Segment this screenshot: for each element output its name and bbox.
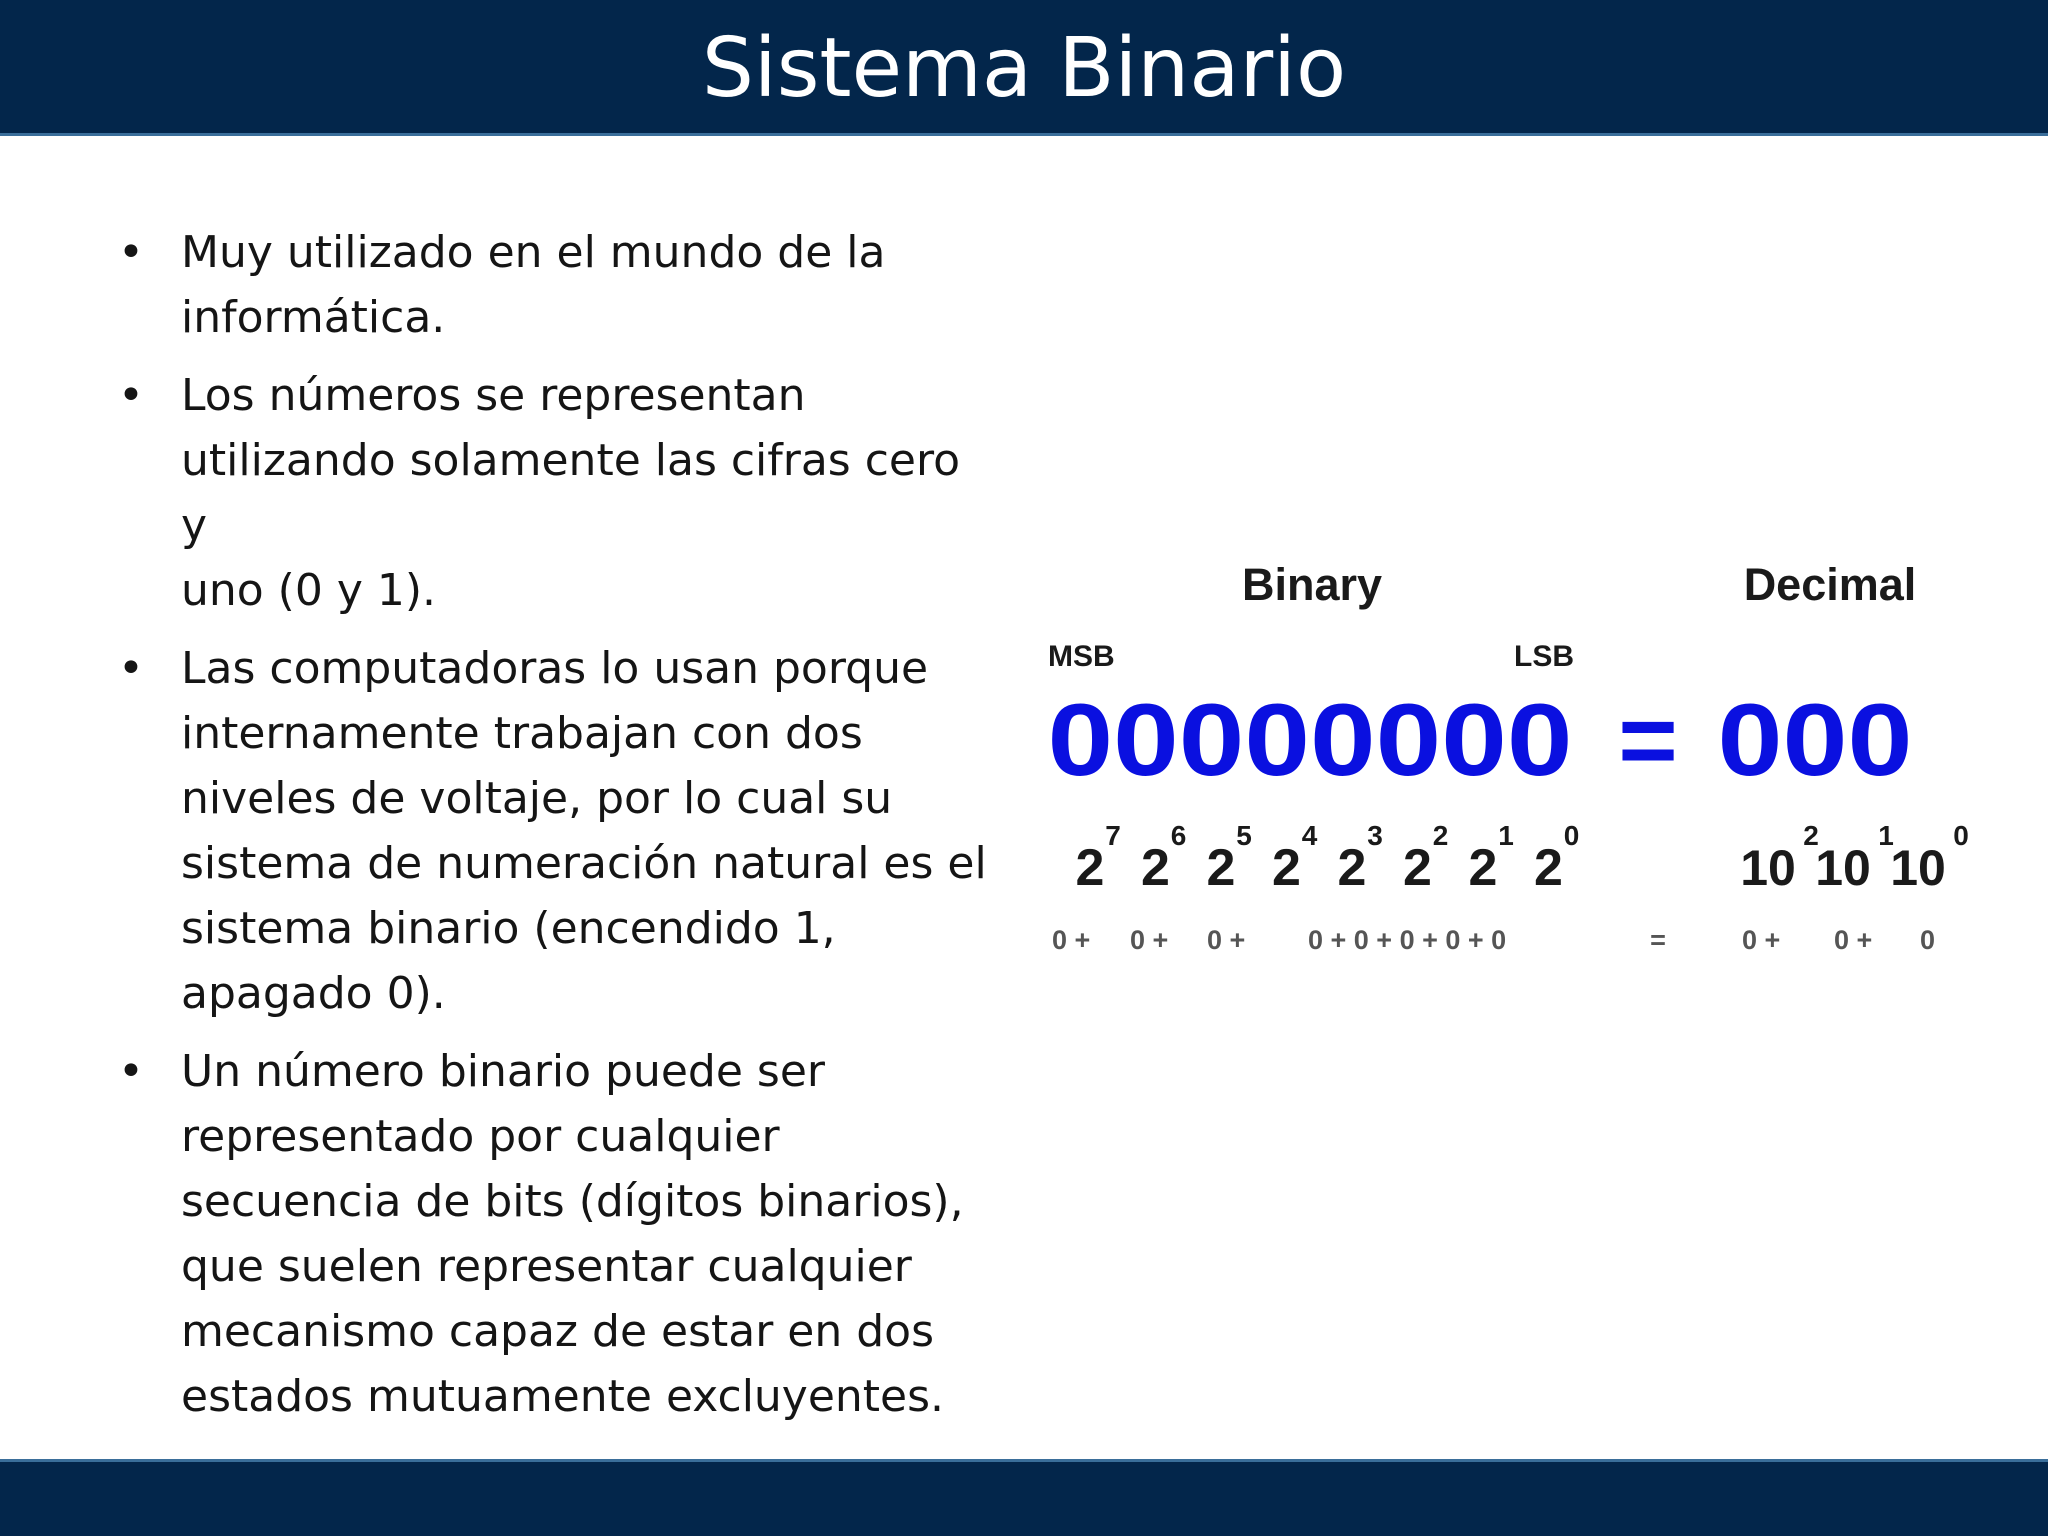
bullet-dot: • bbox=[118, 370, 144, 421]
binary-power-exponent: 2 bbox=[1432, 820, 1449, 851]
binary-power-exponent: 1 bbox=[1498, 820, 1514, 851]
bullet-line: utilizando solamente las cifras cero y bbox=[181, 435, 961, 551]
decimal-power-exponent: 2 bbox=[1803, 820, 1819, 851]
bullet-dot: • bbox=[118, 643, 144, 694]
binary-sum-term: 0 + bbox=[1130, 925, 1169, 955]
bullet-item bbox=[118, 220, 998, 350]
binary-power-base: 2 bbox=[1272, 839, 1301, 897]
binary-power-exponent: 7 bbox=[1105, 820, 1121, 851]
footer-bar bbox=[0, 1459, 2048, 1536]
powers-row bbox=[1076, 820, 1969, 897]
bullet-dot: • bbox=[118, 227, 144, 278]
sum-equals: = bbox=[1650, 925, 1666, 955]
bullet-line: uno (0 y 1). bbox=[181, 565, 436, 616]
bullet-line: Un número binario puede ser bbox=[181, 1046, 825, 1097]
bullet-line: que suelen representar cualquier bbox=[181, 1241, 912, 1292]
decimal-power-base: 10 bbox=[1740, 840, 1796, 896]
binary-power-base: 2 bbox=[1403, 839, 1432, 897]
binary-power-exponent: 6 bbox=[1170, 820, 1187, 851]
binary-power-base: 2 bbox=[1141, 839, 1170, 897]
binary-power-base: 2 bbox=[1075, 839, 1105, 897]
binary-power-exponent: 5 bbox=[1236, 820, 1252, 851]
slide-title: Sistema Binario bbox=[701, 21, 1347, 116]
binary-decimal-diagram bbox=[1030, 560, 1980, 980]
bullet-list bbox=[118, 220, 998, 1442]
binary-sum-term: 0 + 0 + 0 + 0 + 0 bbox=[1308, 925, 1507, 955]
decimal-power-base: 10 bbox=[1890, 840, 1946, 896]
binary-value: 00000000 bbox=[1047, 683, 1573, 797]
bullet-line: Muy utilizado en el mundo de la bbox=[181, 227, 886, 278]
lsb-label: LSB bbox=[1514, 640, 1574, 673]
bullet-line: estados mutuamente excluyentes. bbox=[181, 1371, 945, 1422]
bullet-dot: • bbox=[118, 1046, 144, 1097]
decimal-sum-term: 0 bbox=[1920, 925, 1936, 955]
decimal-value: 000 bbox=[1717, 683, 1913, 797]
bullet-item bbox=[118, 363, 998, 623]
binary-power-exponent: 4 bbox=[1301, 820, 1318, 851]
bullet-line: niveles de voltaje, por lo cual su bbox=[181, 773, 893, 824]
bullet-line: secuencia de bits (dígitos binarios), bbox=[181, 1176, 964, 1227]
msb-label: MSB bbox=[1048, 640, 1115, 673]
bullet-line: sistema de numeración natural es el bbox=[181, 838, 987, 889]
decimal-heading: Decimal bbox=[1743, 560, 1917, 610]
bullet-line: informática. bbox=[181, 292, 446, 343]
binary-sum-term: 0 + bbox=[1052, 925, 1091, 955]
bullet-line: representado por cualquier bbox=[181, 1111, 780, 1162]
binary-power-base: 2 bbox=[1206, 839, 1236, 897]
binary-power-base: 2 bbox=[1468, 839, 1498, 897]
decimal-sum-term: 0 + bbox=[1742, 925, 1781, 955]
title-bar bbox=[0, 0, 2048, 136]
binary-power-exponent: 3 bbox=[1367, 820, 1383, 851]
equals-sign: = bbox=[1618, 683, 1678, 797]
bullet-line: Los números se representan bbox=[181, 370, 806, 421]
binary-power-base: 2 bbox=[1337, 839, 1367, 897]
binary-power-exponent: 0 bbox=[1563, 820, 1580, 851]
sum-row bbox=[1052, 925, 1935, 955]
bullet-item bbox=[118, 1039, 998, 1429]
binary-heading: Binary bbox=[1241, 560, 1383, 610]
decimal-power-base: 10 bbox=[1815, 840, 1871, 896]
bullet-line: mecanismo capaz de estar en dos bbox=[181, 1306, 935, 1357]
decimal-power-exponent: 1 bbox=[1878, 820, 1894, 851]
bullet-line: internamente trabajan con dos bbox=[181, 708, 863, 759]
bullet-line: Las computadoras lo usan porque bbox=[181, 643, 929, 694]
decimal-power-exponent: 0 bbox=[1953, 820, 1969, 851]
bullet-item bbox=[118, 636, 998, 1026]
bullet-line: apagado 0). bbox=[181, 968, 446, 1019]
binary-sum-term: 0 + bbox=[1207, 925, 1246, 955]
bullet-line: sistema binario (encendido 1, bbox=[181, 903, 836, 954]
binary-power-base: 2 bbox=[1534, 839, 1563, 897]
decimal-sum-term: 0 + bbox=[1834, 925, 1873, 955]
